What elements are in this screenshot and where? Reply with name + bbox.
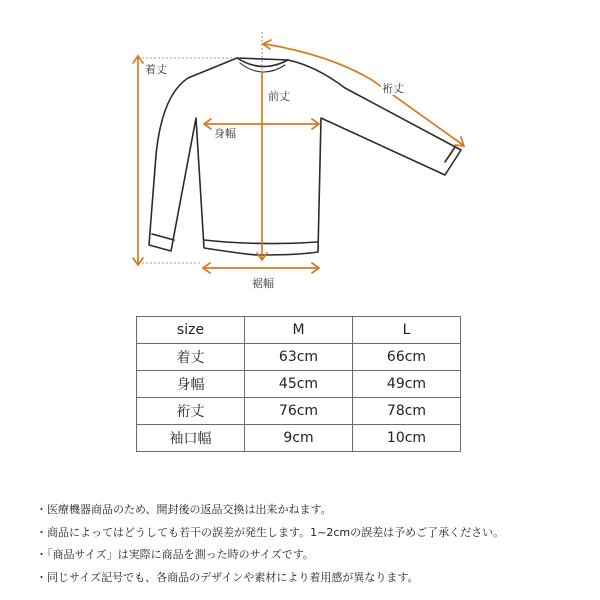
note-item: ・「商品サイズ」は実際に商品を測った時のサイズです。	[36, 548, 314, 561]
right-cuff	[445, 147, 455, 162]
table-cell: 着丈	[137, 344, 245, 371]
note-item: ・医療機器商品のため、開封後の返品交換は出来かねます。	[36, 503, 332, 516]
table-cell: 裄丈	[137, 398, 245, 425]
table-cell: 袖口幅	[137, 425, 245, 452]
size-table	[136, 316, 461, 452]
table-row	[137, 344, 461, 371]
note-item: ・商品によってはどうしても若干の誤差が発生します。1~2cmの誤差は予めご了承ください。	[36, 525, 505, 539]
length-label: 着丈	[145, 63, 167, 76]
table-row	[137, 371, 461, 398]
hem-rib	[204, 240, 318, 244]
chest-width-label: 身幅	[214, 127, 236, 140]
table-header-cell: M	[245, 317, 353, 344]
table-row	[137, 425, 461, 452]
table-cell: 76cm	[245, 398, 353, 425]
table-row	[137, 398, 461, 425]
sleeve-length-label: 裄丈	[382, 82, 404, 95]
table-header-cell: size	[137, 317, 245, 344]
hem-width-label: 裾幅	[252, 277, 274, 290]
table-header-row	[137, 317, 461, 344]
table-cell: 10cm	[353, 425, 461, 452]
table-cell: 78cm	[353, 398, 461, 425]
table-cell: 9cm	[245, 425, 353, 452]
notes-list	[36, 499, 504, 589]
table-cell: 63cm	[245, 344, 353, 371]
shirt-outline	[149, 58, 461, 255]
front-length-label: 前丈	[268, 90, 290, 103]
table-header-cell: L	[353, 317, 461, 344]
table-cell: 身幅	[137, 371, 245, 398]
table-cell: 49cm	[353, 371, 461, 398]
sleeve-measure-line	[265, 44, 463, 145]
table-cell: 66cm	[353, 344, 461, 371]
note-item: ・同じサイズ記号でも、各商品のデザインや素材により着用感が異なります。	[36, 570, 419, 584]
table-cell: 45cm	[245, 371, 353, 398]
left-cuff	[152, 234, 174, 240]
